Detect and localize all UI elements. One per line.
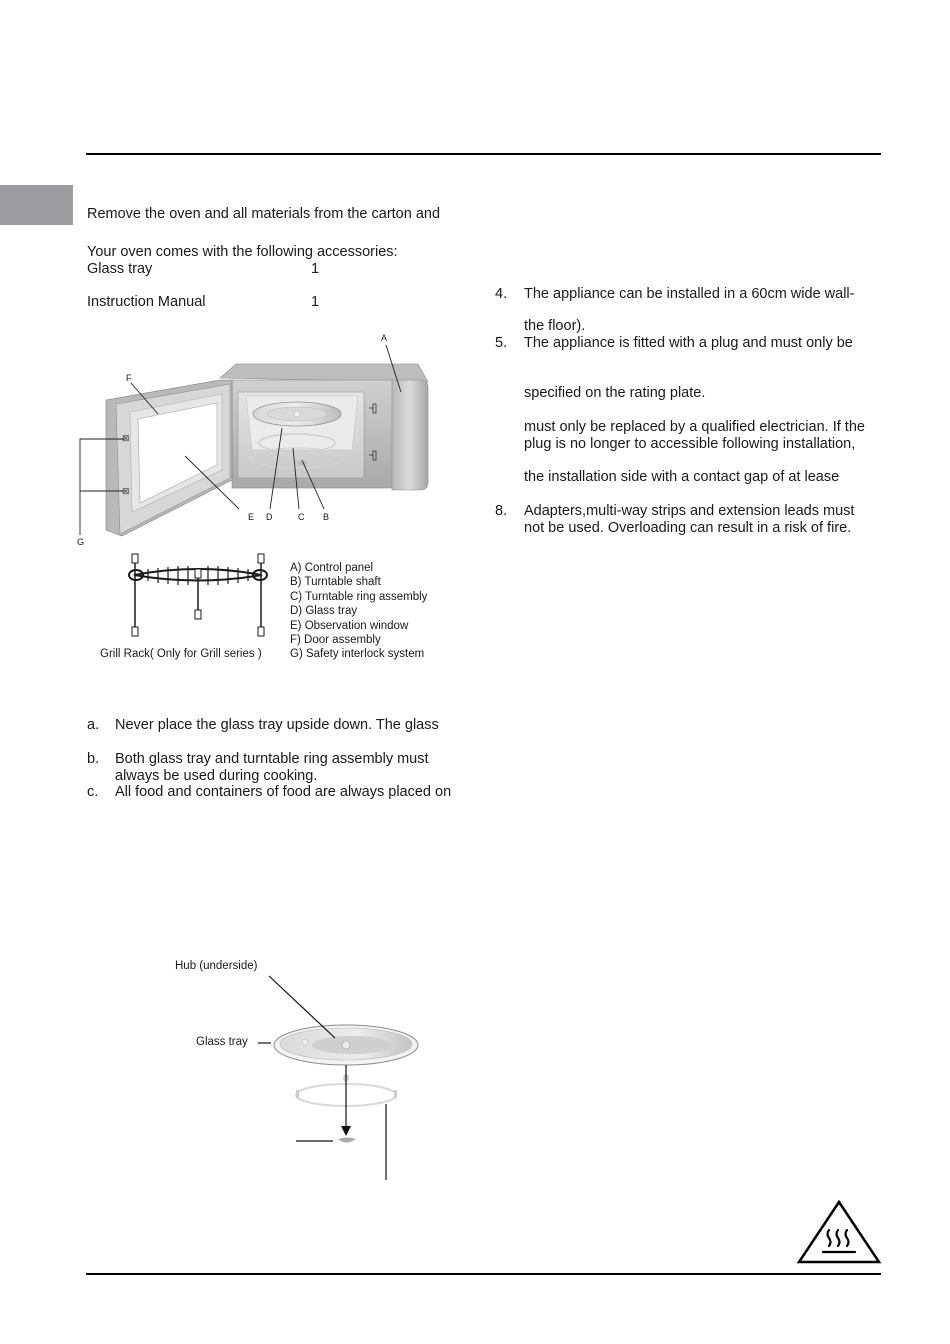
intro-text: Remove the oven and all materials from the carton and bbox=[87, 206, 441, 222]
svg-text:⊠: ⊠ bbox=[122, 486, 130, 496]
legend-item: G) Safety interlock system bbox=[290, 648, 425, 661]
item-text: the floor). bbox=[524, 318, 586, 334]
accessory-qty: 1 bbox=[311, 261, 320, 277]
hot-surface-warning-icon bbox=[796, 1199, 882, 1265]
note-marker: a. bbox=[87, 717, 100, 733]
note-marker: b. bbox=[87, 751, 100, 767]
footer-rule bbox=[86, 1273, 881, 1275]
note-text: All food and containers of food are always placed on bbox=[115, 784, 452, 800]
note-text: Never place the glass tray upside down. The glass bbox=[115, 717, 439, 733]
item-text: Adapters,multi-way strips and extension leads must bbox=[524, 503, 855, 519]
legend-item: F) Door assembly bbox=[290, 634, 381, 646]
label-d: D bbox=[266, 512, 273, 522]
item-text: The appliance can be installed in a 60cm wide wall- bbox=[524, 286, 855, 302]
legend-item: A) Control panel bbox=[290, 562, 374, 574]
label-c: C bbox=[298, 512, 305, 522]
legend-item: D) Glass tray bbox=[290, 605, 358, 618]
note-text: always be used during cooking. bbox=[115, 768, 318, 784]
item-text: must only be replaced by a qualified electrician. If the bbox=[524, 419, 865, 435]
accessory-name: Instruction Manual bbox=[87, 294, 206, 310]
item-text: specified on the rating plate. bbox=[524, 385, 706, 401]
label-a: A bbox=[381, 333, 388, 343]
note-marker: c. bbox=[87, 784, 99, 800]
item-text: The appliance is fitted with a plug and must only be bbox=[524, 335, 853, 351]
accessory-name: Glass tray bbox=[87, 261, 153, 277]
legend-item: E) Observation window bbox=[290, 619, 409, 632]
accessories-heading: Your oven comes with the following accessories: bbox=[87, 244, 398, 260]
legend-item: B) Turntable shaft bbox=[290, 576, 381, 589]
label-b: B bbox=[323, 512, 330, 522]
item-text: the installation side with a contact gap of at lease bbox=[524, 469, 840, 485]
label-f: F bbox=[126, 373, 132, 383]
hub-label: Hub (underside) bbox=[175, 960, 258, 972]
svg-text:⊠: ⊠ bbox=[122, 433, 130, 443]
item-marker: 4. bbox=[495, 286, 508, 302]
note-text: Both glass tray and turntable ring assembly must bbox=[115, 751, 429, 767]
label-e: E bbox=[248, 512, 255, 522]
label-g: G bbox=[77, 537, 85, 547]
item-text: not be used. Overloading can result in a risk of fire. bbox=[524, 520, 852, 536]
item-text: plug is no longer to accessible following installation, bbox=[524, 436, 856, 452]
glass-tray-label: Glass tray bbox=[196, 1036, 248, 1048]
legend-item: C) Turntable ring assembly bbox=[290, 590, 428, 603]
item-marker: 8. bbox=[495, 503, 508, 519]
item-marker: 5. bbox=[495, 335, 508, 351]
accessory-qty: 1 bbox=[311, 294, 320, 310]
grill-rack-caption: Grill Rack( Only for Grill series ) bbox=[100, 648, 262, 661]
